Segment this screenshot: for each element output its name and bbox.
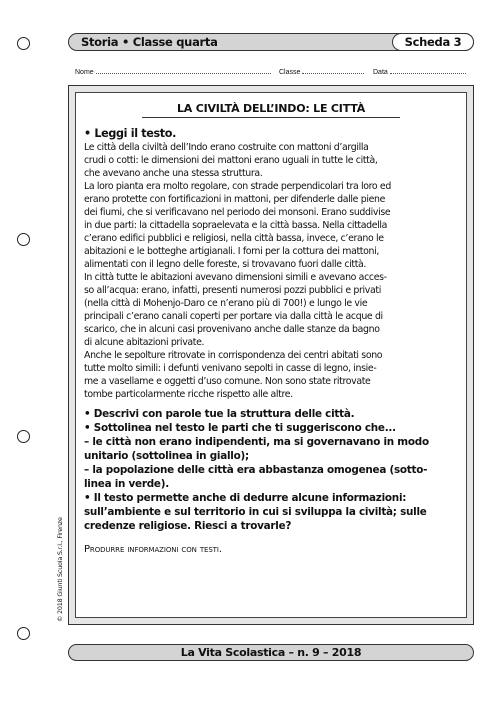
binder-hole-4 (17, 627, 30, 640)
task-line: unitario (sottolinea in giallo); (84, 450, 249, 462)
student-fields (75, 67, 471, 79)
binder-hole-3 (17, 430, 30, 443)
text-line: principali c’erano canali coperti per portare via dalla città le acque di (84, 311, 383, 322)
nome-field[interactable] (75, 67, 271, 76)
footer-bar (68, 644, 474, 661)
text-line: erano protette con fortificazioni in mattoni, per difenderle dalle piene (84, 194, 386, 205)
task-list (84, 407, 459, 533)
worksheet-body (84, 126, 459, 556)
footer-label: La Vita Scolastica – n. 9 – 2018 (180, 646, 362, 659)
read-instruction: • Leggi il testo. (84, 127, 177, 140)
binder-hole-2 (17, 233, 30, 246)
text-line: tutte molto simili: i defunti venivano sepolti in casse di legno, insie- (84, 363, 377, 374)
text-line: alimentati con il legno delle foreste, si trovavano fuori dalle città. (84, 259, 367, 270)
text-line: che avevano anche una stessa struttura. (84, 168, 263, 179)
task-line: – la popolazione delle città era abbastanza omogenea (sotto- (84, 464, 428, 476)
nome-label: Nome (75, 69, 94, 76)
data-field[interactable] (373, 67, 466, 76)
text-line: (nella città di Mohenjo-Daro ce n’erano più di 700!) e lungo le vie (84, 298, 368, 309)
text-line: scarico, che in alcuni casi provenivano anche dalle stanze da bagno (84, 324, 380, 335)
text-line: abitazioni e le botteghe artigianali. I forni per la cottura dei mattoni, (84, 246, 379, 257)
text-line: di alcune abitazioni private. (84, 337, 205, 348)
copyright-note: © 2018 Giunti Scuola S.r.l., Firenze (56, 517, 64, 622)
classe-field[interactable] (279, 67, 364, 76)
worksheet-frame (68, 85, 474, 625)
text-line: crudi o cotti: le dimensioni dei mattoni erano uguali in tutte le città, (84, 155, 378, 166)
header-bar (68, 33, 474, 51)
scheda-badge (392, 33, 474, 51)
task-line: sull’ambiente e sul territorio in cui si sviluppa la civiltà; sulle (84, 506, 427, 518)
text-line: dei fiumi, che si verificavano nel periodo dei monsoni. Erano suddivise (84, 207, 391, 218)
text-line: Le città della civiltà dell’Indo erano costruite con mattoni d’argilla (84, 142, 369, 153)
subject-label: Storia • Classe quarta (81, 35, 218, 49)
title-underline (142, 117, 400, 118)
text-line: La loro pianta era molto regolare, con strade perpendicolari tra loro ed (84, 181, 391, 192)
text-line: tombe particolarmente ricche rispetto alle altre. (84, 389, 293, 400)
text-line: so all’acqua: erano, infatti, presenti numerosi pozzi pubblici e privati (84, 285, 381, 296)
task-line: • Sottolinea nel testo le parti che ti suggeriscono che... (84, 422, 396, 434)
binder-hole-1 (17, 37, 30, 50)
data-label: Data (373, 69, 388, 76)
text-line: me a vasellame e oggetti d’uso comune. Non sono state ritrovate (84, 376, 371, 387)
task-line: linea in verde). (84, 478, 169, 490)
text-line: Anche le sepolture ritrovate in corrispondenza dei centri abitati sono (84, 350, 383, 361)
task-line: • Il testo permette anche di dedurre alcune informazioni: (84, 492, 407, 504)
worksheet-content (75, 92, 467, 618)
skill-label: Produrre informazioni con testi. (84, 544, 222, 555)
text-line: In città tutte le abitazioni avevano dimensioni simili e avevano acces- (84, 272, 387, 283)
reading-text (84, 141, 459, 401)
task-line: • Descrivi con parole tue la struttura delle città. (84, 408, 355, 420)
task-line: – le città non erano indipendenti, ma si governavano in modo (84, 436, 429, 448)
task-line: credenze religiose. Riesci a trovarle? (84, 520, 292, 532)
text-line: in due parti: la cittadella sopraelevata e la città bassa. Nella cittadella (84, 220, 388, 231)
scheda-label: Scheda 3 (404, 35, 462, 49)
worksheet-title: LA CIVILTÀ DELL’INDO: LE CITTÀ (176, 102, 366, 115)
text-line: c’erano edifici pubblici e religiosi, nella città bassa, invece, c’erano le (84, 233, 384, 244)
classe-label: Classe (279, 69, 301, 76)
